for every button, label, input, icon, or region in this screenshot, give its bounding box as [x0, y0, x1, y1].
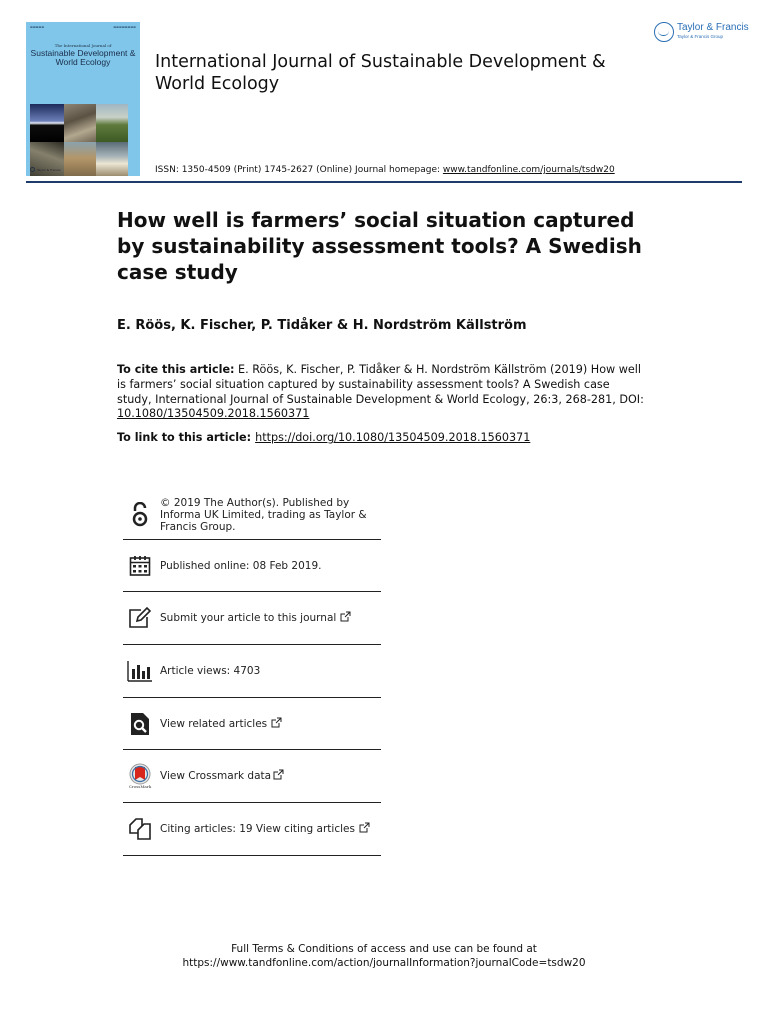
cover-title: Sustainable Development & World Ecology [30, 48, 136, 67]
header-divider [26, 181, 742, 183]
crossmark-icon [125, 761, 155, 791]
crossmark-link[interactable]: View Crossmark data [160, 770, 272, 782]
external-link-icon [273, 769, 284, 783]
taylor-francis-logo-icon [654, 22, 674, 42]
terms-footer [0, 942, 768, 970]
publisher-logo-icon [30, 167, 35, 172]
publisher-logo [654, 22, 749, 42]
calendar-icon [125, 551, 155, 581]
cover-publisher: Taylor & Francis [30, 167, 61, 172]
related-articles-link[interactable]: View related articles [160, 717, 268, 730]
issn-text: ISSN: 1350-4509 (Print) 1745-2627 (Online) Journal homepage: [155, 165, 443, 175]
link-label: To link to this article: [117, 431, 252, 444]
citation-block [117, 363, 645, 422]
views-text: Article views: 4703 [160, 665, 261, 677]
citing-documents-icon [125, 814, 155, 844]
journal-homepage-link[interactable]: www.tandfonline.com/journals/tsdw20 [442, 165, 615, 175]
external-link-icon [340, 611, 351, 625]
cover-photo [96, 104, 128, 142]
license-row [123, 490, 381, 540]
open-access-icon [125, 500, 155, 530]
published-row [123, 540, 381, 592]
article-authors: E. Röös, K. Fischer, P. Tidåker & H. Nordström Källström [117, 318, 527, 333]
submit-article-link[interactable]: Submit your article to this journal [160, 612, 337, 624]
license-text: © 2019 The Author(s). Published by Informa UK Limited, trading as Taylor & Francis Group. [160, 496, 367, 533]
issn-line [155, 165, 615, 175]
article-doi-link[interactable]: https://doi.org/10.1080/13504509.2018.1560371 [255, 431, 531, 444]
terms-link[interactable]: https://www.tandfonline.com/action/journalInformation?journalCode=tsdw20 [182, 957, 586, 969]
cover-photos [30, 104, 128, 176]
cover-photo [64, 104, 96, 142]
external-link-icon [359, 822, 370, 836]
terms-line-1: Full Terms & Conditions of access and use can be found at [231, 943, 537, 955]
search-document-icon [125, 709, 155, 739]
published-text: Published online: 08 Feb 2019. [160, 559, 322, 572]
crossmark-badge-label: CrossMark [128, 784, 152, 789]
cover-topline: ▬▬▬▬▬ ▬▬▬▬▬▬▬▬ [30, 25, 136, 29]
cover-title-small: The International Journal of [54, 43, 112, 48]
crossmark-row[interactable] [123, 750, 381, 803]
related-row[interactable] [123, 698, 381, 750]
article-link-line [117, 431, 530, 444]
submit-row[interactable] [123, 592, 381, 645]
logo-name: Taylor & Francis [677, 22, 749, 33]
bar-chart-icon [125, 656, 155, 686]
cover-photo [96, 142, 128, 176]
citation-label: To cite this article: [117, 363, 235, 376]
cover-photo [64, 142, 96, 176]
article-title: How well is farmers’ social situation captured by sustainability assessment tools? A Swedish case study [117, 208, 642, 284]
journal-cover [26, 22, 140, 176]
external-link-icon [271, 717, 282, 731]
citation-doi-link[interactable]: 10.1080/13504509.2018.1560371 [117, 407, 310, 421]
cover-photo [30, 104, 64, 142]
citation-text: E. Röös, K. Fischer, P. Tidåker & H. Nordström Källström (2019) How well is farmers’ social situation captured by sustainability assessment tools? A Swedish case study, International Journal of Sustainable Development & World Ecology, 26:3, 268-281, DOI: [117, 363, 644, 406]
journal-title: International Journal of Sustainable Development & World Ecology [155, 52, 606, 94]
citing-row[interactable] [123, 803, 381, 856]
logo-group: Taylor & Francis Group [677, 34, 724, 39]
edit-icon [125, 603, 155, 633]
article-info-list [123, 490, 381, 856]
citing-articles-link[interactable]: Citing articles: 19 View citing articles [160, 823, 355, 835]
views-row [123, 645, 381, 698]
